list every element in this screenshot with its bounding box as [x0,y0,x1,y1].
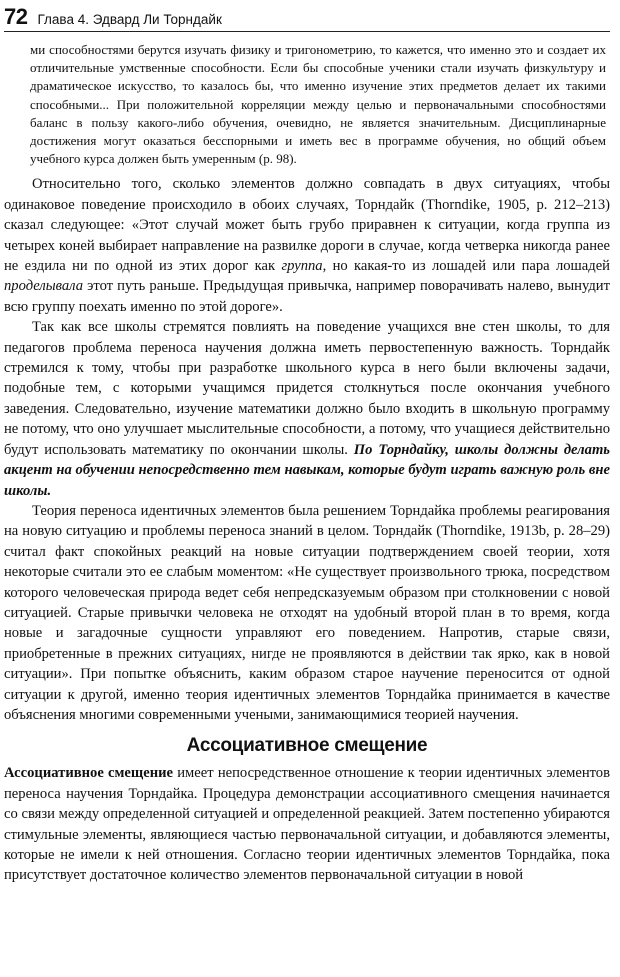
section-heading: Ассоциативное смещение [186,735,428,757]
running-header [4,4,610,30]
emphasis-conclusion: По Торндайку, школы должны делать акцент на обучении непосредственно тем навыкам, которые будут играть важную роль вне школы. [4,441,610,499]
book-page [0,4,620,977]
paragraph-1: Относительно того, сколько элементов должно совпадать в двух ситуациях, чтобы одинаковое поведение происходило в обоих случаях, Торндайк (Thorndike, 1905, p. 212–213) сказал следующее: «Этот случай может быть грубо приравнен к ситуации, когда группа из четырех коней выбирает направление на развилке дороги в случае, когда четверка никогда ранее не ездила ни по одной из этих дорог как группа, но какая-то из лошадей или пара лошадей проделывала этот путь раньше. Предыдущая привычка, например поворачивать налево, вынудит всю группу поехать именно по этой дороге». [4,176,610,315]
page-number: 72 [4,4,28,29]
paragraph-3: Теория переноса идентичных элементов была решением Торндайка проблемы реагирования на новую ситуацию и проблемы переноса знаний в целом. Торндайк (Thorndike, 1913b, p. 28–29) считал факт спокойных реакций на новые ситуации подтверждением своей теории, хотя некоторые считали это ее слабым моментом: «Не существует произвольного трюка, посредством которого человеческая природа ведет себя непредсказуемым образом при столкновении с новой ситуацией. Старые привычки человека не отходят на удобный второй план в то время, когда новые и загадочные сущности управляют его поведением. Напротив, старые связи, приобретенные в прежних ситуациях, нигде не проявляются в действии так ярко, как в новой ситуации». При попытке объяснить, каким образом старое научение переносится от одной ситуации к другой, именно теория идентичных элементов Торндайка принимается в качестве объяснения многими современными учеными, занимающимися теорией научения. [4,502,610,723]
emphasis-group: группа [281,258,323,275]
section-paragraph: Ассоциативное смещение имеет непосредственное отношение к теории идентичных элементов переноса научения Торндайка. Процедура демонстрации ассоциативного смещения начинается со связи между определенной ситуацией и определенной реакцией. Затем постепенно убираются стимульные элементы, являющиеся частью первоначальной ситуации, и добавляются элементы, которые не имели к ней отношения. Согласно теории идентичных элементов Торндайка, пока присутствует достаточное количество элементов первоначальной ситуации в новой [4,765,610,884]
block-quote: ми способностями берутся изучать физику и тригонометрию, то кажется, что именно это и создает их отличительные умственные способности. Если бы способные ученики стали изучать физкультуру и драматическое искусство, то казалось бы, что именно изучение этих предметов делает их такими способными... При положительной корреляции между целью и первоначальными способностями баланс в пользу какого-либо обучения, очевидно, не является значительным. Дисциплинарные достижения могут оказаться бесспорными и иметь вес в программе обучения, но общий объем учебного курса должен быть умеренным (p. 98). [30,42,606,167]
header-rule [4,31,610,32]
lead-term: Ассоциативное смещение [4,765,174,782]
paragraph-2: Так как все школы стремятся повлиять на поведение учащихся вне стен школы, то для педагогов проблема переноса научения должна иметь первостепенную важность. Торндайк стремился к тому, чтобы при разработке школьного курса в него были включены задачи, подобные тем, с которыми учащимся придется столкнуться после окончания учебного заведения. Следовательно, изучение математики должно было входить в школьную программу не потому, что оно улучшает мыслительные способности, а потому, что учащиеся действительно будут использовать математику по окончании школы. По Торндайку, школы должны делать акцент на обучении непосредственно тем навыкам, которые будут играть важную роль вне школы. [4,319,610,499]
chapter-title: Глава 4. Эдвард Ли Торндайк [37,12,222,27]
emphasis-prodelyvala: проделывала [4,278,83,295]
